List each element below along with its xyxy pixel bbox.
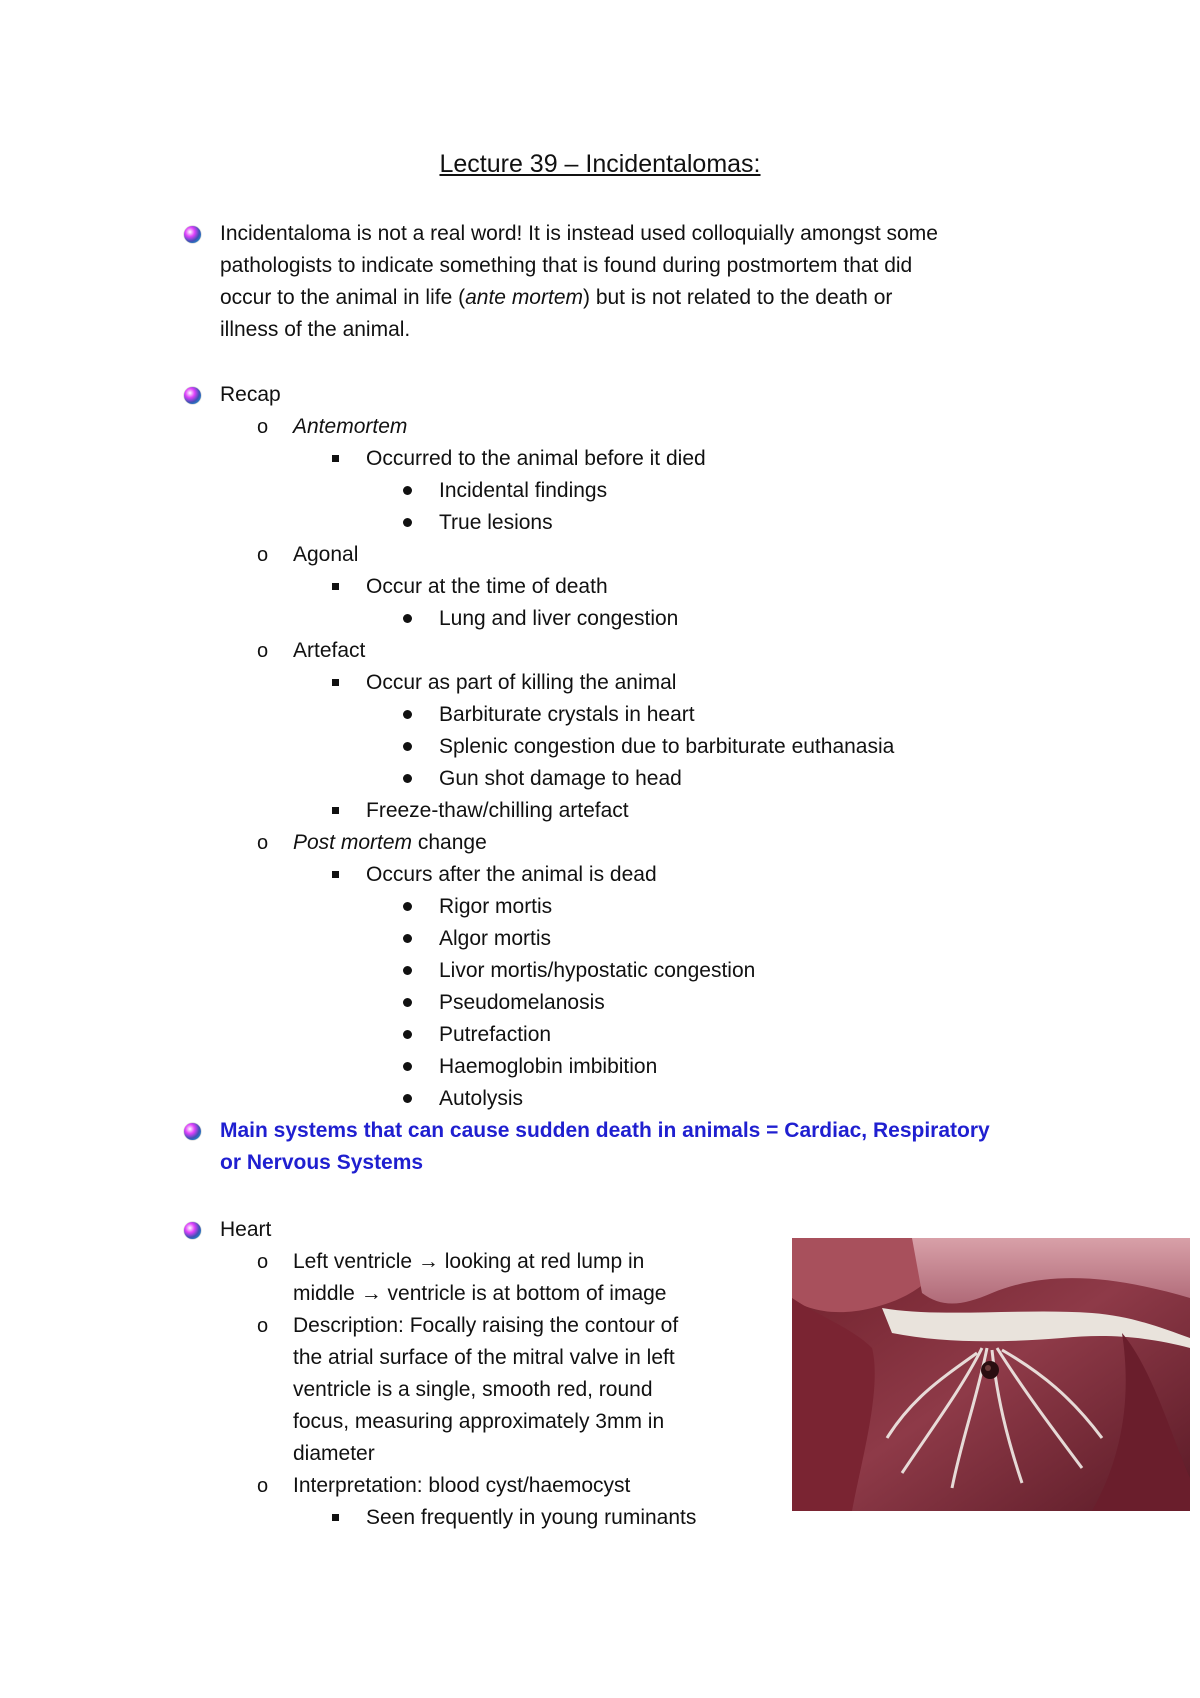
heart-photo — [792, 1238, 1190, 1511]
bullet-icon — [184, 1123, 201, 1140]
circle-bullet-icon: o — [257, 1251, 269, 1273]
dot-bullet-icon — [403, 710, 412, 719]
dot-bullet-icon — [403, 774, 412, 783]
square-bullet-icon — [332, 679, 339, 686]
recap-agonal-sub: Occur at the time of death — [366, 575, 608, 598]
list-item: Rigor mortis — [439, 895, 553, 918]
circle-bullet-icon: o — [257, 832, 269, 854]
heart-lv-line: middle → ventricle is at bottom of image — [293, 1282, 667, 1305]
recap-postmortem: Post mortem change — [293, 831, 487, 854]
circle-bullet-icon: o — [257, 1315, 269, 1337]
dot-bullet-icon — [403, 966, 412, 975]
square-bullet-icon — [332, 583, 339, 590]
bullet-icon — [184, 387, 201, 404]
intro-line: occur to the animal in life (ante mortem) but is not related to the death or — [220, 286, 893, 309]
main-systems-line: or Nervous Systems — [220, 1151, 424, 1174]
heart-lv-line: Left ventricle → looking at red lump in — [293, 1250, 645, 1273]
list-item: Incidental findings — [439, 479, 608, 502]
recap-artefact-sub: Occur as part of killing the animal — [366, 671, 677, 694]
page-title: Lecture 39 – Incidentalomas: — [439, 150, 761, 178]
dot-bullet-icon — [403, 614, 412, 623]
dot-bullet-icon — [403, 486, 412, 495]
dot-bullet-icon — [403, 742, 412, 751]
bullet-icon — [184, 226, 201, 243]
heart-desc-line: focus, measuring approximately 3mm in — [293, 1410, 665, 1433]
list-item: Haemoglobin imbibition — [439, 1055, 658, 1078]
intro-line: Incidentaloma is not a real word! It is instead used colloquially amongst some — [220, 222, 938, 245]
list-item: Pseudomelanosis — [439, 991, 605, 1014]
square-bullet-icon — [332, 455, 339, 462]
recap-antemortem: Antemortem — [293, 415, 408, 438]
circle-bullet-icon: o — [257, 416, 269, 438]
intro-line: pathologists to indicate something that is found during postmortem that did — [220, 254, 913, 277]
heart-desc-line: the atrial surface of the mitral valve in left — [293, 1346, 675, 1369]
square-bullet-icon — [332, 871, 339, 878]
dot-bullet-icon — [403, 1030, 412, 1039]
dot-bullet-icon — [403, 934, 412, 943]
circle-bullet-icon: o — [257, 640, 269, 662]
list-item: Livor mortis/hypostatic congestion — [439, 959, 756, 982]
intro-line: illness of the animal. — [220, 318, 411, 341]
heart-interpretation: Interpretation: blood cyst/haemocyst — [293, 1474, 631, 1497]
square-bullet-icon — [332, 1514, 339, 1521]
dot-bullet-icon — [403, 518, 412, 527]
heart-interpretation-sub: Seen frequently in young ruminants — [366, 1506, 697, 1529]
list-item: Gun shot damage to head — [439, 767, 682, 790]
heart-heading: Heart — [220, 1218, 272, 1241]
list-item: Barbiturate crystals in heart — [439, 703, 695, 726]
heart-desc-line: ventricle is a single, smooth red, round — [293, 1378, 653, 1401]
circle-bullet-icon: o — [257, 1475, 269, 1497]
main-systems-line: Main systems that can cause sudden death in animals = Cardiac, Respiratory — [220, 1119, 990, 1142]
dot-bullet-icon — [403, 1062, 412, 1071]
heart-desc-line: Description: Focally raising the contour of — [293, 1314, 679, 1337]
heart-desc-line: diameter — [293, 1442, 375, 1465]
square-bullet-icon — [332, 807, 339, 814]
list-item: True lesions — [439, 511, 553, 534]
dot-bullet-icon — [403, 902, 412, 911]
dot-bullet-icon — [403, 998, 412, 1007]
list-item: Lung and liver congestion — [439, 607, 679, 630]
list-item: Putrefaction — [439, 1023, 552, 1046]
recap-artefact: Artefact — [293, 639, 366, 662]
circle-bullet-icon: o — [257, 544, 269, 566]
recap-heading: Recap — [220, 383, 281, 406]
dot-bullet-icon — [403, 1094, 412, 1103]
bullet-icon — [184, 1222, 201, 1239]
list-item: Autolysis — [439, 1087, 524, 1110]
list-item: Algor mortis — [439, 927, 552, 950]
recap-artefact-sub2: Freeze-thaw/chilling artefact — [366, 799, 629, 822]
recap-postmortem-sub: Occurs after the animal is dead — [366, 863, 657, 886]
recap-antemortem-sub: Occurred to the animal before it died — [366, 447, 706, 470]
recap-agonal: Agonal — [293, 543, 359, 566]
list-item: Splenic congestion due to barbiturate euthanasia — [439, 735, 895, 758]
